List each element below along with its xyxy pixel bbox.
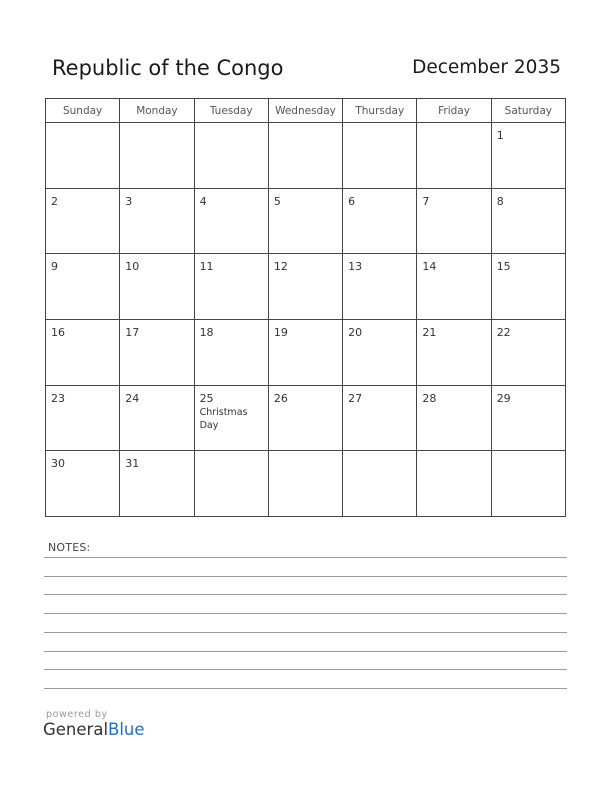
- calendar-day-cell: [120, 451, 194, 517]
- day-number: 29: [496, 391, 511, 405]
- day-number: 26: [273, 391, 288, 405]
- calendar-day-cell: [268, 451, 342, 517]
- day-number: 7: [422, 194, 430, 208]
- notes-line: [44, 669, 567, 670]
- calendar-day-cell: [491, 451, 565, 517]
- powered-by-text: powered by: [46, 709, 108, 720]
- calendar-day-cell: [194, 451, 268, 517]
- calendar-day-cell: [417, 123, 491, 189]
- notes-line: [44, 688, 567, 689]
- calendar-day-cell: [343, 123, 417, 189]
- day-number: 31: [125, 457, 140, 471]
- weekday-sunday: Sunday: [46, 99, 120, 123]
- calendar-day-cell: [120, 188, 194, 254]
- calendar-day-cell: [46, 254, 120, 320]
- calendar-day-cell: [46, 319, 120, 385]
- calendar-day-cell: [343, 385, 417, 451]
- day-number: 6: [348, 194, 356, 208]
- calendar-day-cell: [491, 188, 565, 254]
- day-number: 28: [422, 391, 437, 405]
- notes-line: [44, 651, 567, 652]
- day-number: 2: [51, 194, 58, 208]
- day-number: 10: [125, 260, 140, 274]
- day-number: 17: [125, 325, 140, 339]
- calendar-grid: [45, 98, 566, 517]
- calendar-country-title: Republic of the Congo: [52, 56, 284, 80]
- day-number: 19: [273, 325, 288, 339]
- calendar-day-cell: [417, 319, 491, 385]
- day-number: 13: [348, 260, 363, 274]
- calendar-week-row: [46, 319, 566, 385]
- calendar-week-row: [46, 188, 566, 254]
- calendar-week-row: [46, 123, 566, 189]
- day-number: 21: [422, 325, 437, 339]
- day-number: 24: [125, 391, 140, 405]
- calendar-day-cell: [120, 123, 194, 189]
- day-number: 8: [496, 194, 504, 208]
- day-number: 11: [199, 260, 214, 274]
- calendar-day-cell: [268, 188, 342, 254]
- notes-line: [44, 557, 567, 558]
- calendar-day-cell: [491, 254, 565, 320]
- calendar-week-row: [46, 385, 566, 451]
- day-number: 22: [496, 325, 511, 339]
- calendar-week-row: [46, 254, 566, 320]
- calendar-day-cell: [343, 188, 417, 254]
- notes-line: [44, 632, 567, 633]
- weekday-saturday: Saturday: [491, 99, 565, 123]
- calendar-day-cell: [194, 254, 268, 320]
- calendar-day-cell: [46, 385, 120, 451]
- calendar-day-cell: [120, 319, 194, 385]
- calendar-day-cell: [343, 451, 417, 517]
- day-number: 25: [199, 391, 214, 405]
- day-number: 27: [348, 391, 363, 405]
- calendar-day-cell: [194, 319, 268, 385]
- calendar-day-cell: [417, 254, 491, 320]
- day-number: 5: [273, 194, 281, 208]
- notes-line: [44, 613, 567, 614]
- generalblue-logo: [43, 720, 145, 739]
- calendar-day-cell: [491, 123, 565, 189]
- logo-text-general: General: [43, 720, 109, 739]
- calendar-day-cell: [46, 451, 120, 517]
- notes-line: [44, 576, 567, 577]
- calendar-day-cell: [491, 319, 565, 385]
- weekday-tuesday: Tuesday: [194, 99, 268, 123]
- logo-text-blue: Blue: [108, 720, 145, 739]
- day-number: 18: [199, 325, 214, 339]
- calendar-day-cell: [417, 451, 491, 517]
- day-number: 16: [51, 325, 65, 339]
- calendar-day-cell: [417, 385, 491, 451]
- calendar-day-cell: [268, 385, 342, 451]
- day-number: 20: [348, 325, 363, 339]
- calendar-day-cell: [343, 254, 417, 320]
- calendar-day-cell: [46, 188, 120, 254]
- calendar-week-row: [46, 451, 566, 517]
- weekday-monday: Monday: [120, 99, 194, 123]
- day-number: 14: [422, 260, 437, 274]
- weekday-wednesday: Wednesday: [268, 99, 342, 123]
- calendar-day-cell: [268, 123, 342, 189]
- day-number: 15: [496, 260, 511, 274]
- calendar-day-cell: [343, 319, 417, 385]
- weekday-thursday: Thursday: [343, 99, 417, 123]
- calendar-day-cell: [194, 385, 268, 451]
- day-number: 12: [273, 260, 288, 274]
- day-number: 3: [125, 194, 133, 208]
- day-number: 4: [199, 194, 207, 208]
- weekday-friday: Friday: [417, 99, 491, 123]
- calendar-month-title: December 2035: [412, 57, 561, 78]
- day-number: 9: [51, 260, 58, 274]
- notes-label: NOTES:: [48, 541, 91, 554]
- calendar-day-cell: [194, 123, 268, 189]
- calendar-day-cell: [194, 188, 268, 254]
- notes-line: [44, 594, 567, 595]
- calendar-day-cell: [268, 254, 342, 320]
- calendar-day-cell: [268, 319, 342, 385]
- weekday-header-row: [46, 99, 566, 123]
- day-number: 30: [51, 457, 65, 471]
- calendar-day-cell: [417, 188, 491, 254]
- day-number: 1: [496, 129, 504, 142]
- calendar-day-cell: [120, 254, 194, 320]
- calendar-day-cell: [46, 123, 120, 189]
- calendar-day-cell: [120, 385, 194, 451]
- holiday-label: Christmas Day: [199, 406, 248, 431]
- calendar-day-cell: [491, 385, 565, 451]
- day-number: 23: [51, 391, 65, 405]
